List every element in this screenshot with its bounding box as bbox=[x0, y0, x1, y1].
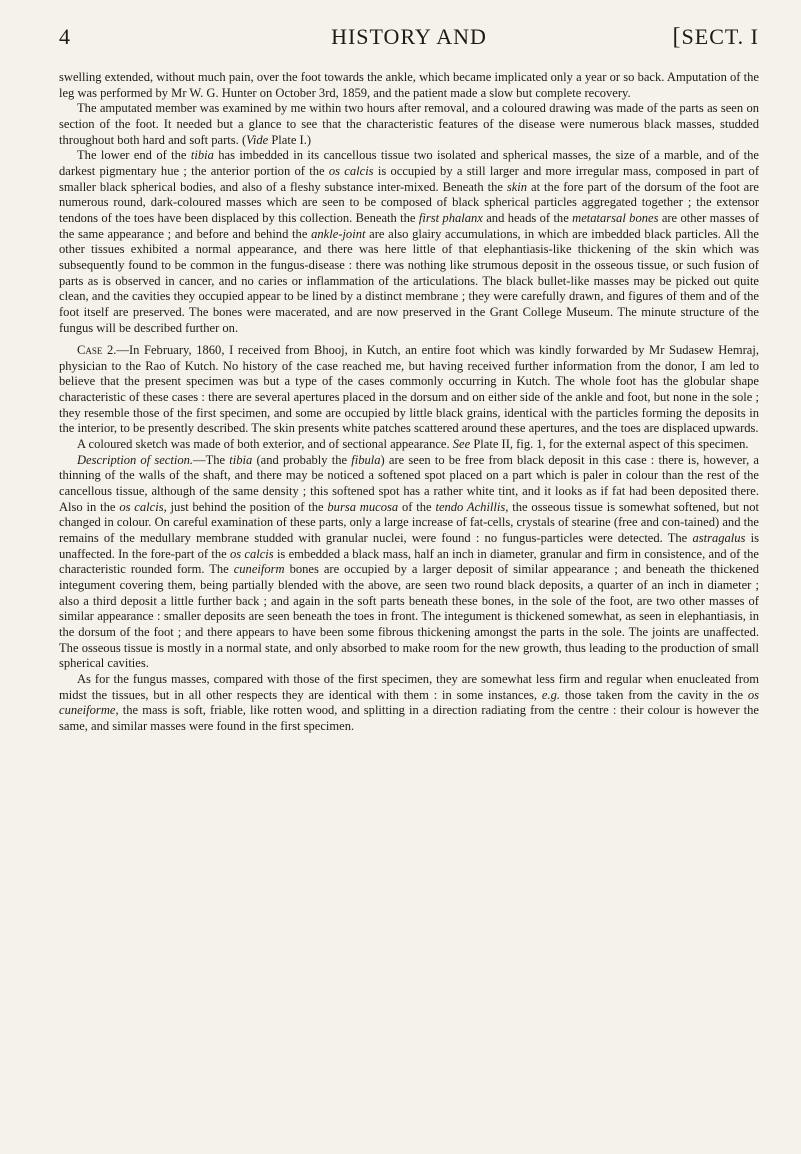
text-run: —The bbox=[193, 452, 230, 467]
paragraph-7 bbox=[59, 672, 759, 735]
paragraph-case-2 bbox=[59, 343, 759, 437]
text-run: Plate II, fig. 1, for the external aspect of this specimen. bbox=[470, 437, 749, 452]
text-run: The amputated member was examined by me within two hours after removal, and a coloured drawing was made of the parts as seen on section of the foot. It needed but a glance to see that the characteristic features of the disease were numerous black masses, studded throughout both hard and soft parts. ( bbox=[59, 101, 759, 147]
text-run: bones are occupied by a larger deposit of similar appearance ; and beneath the thickened integument covering them, being partially blended with the above, are seen two round black deposits, a quarter of an inch in diameter ; also a third deposit a little further back ; and again in the soft parts beneath these bones, in the sole of the foot, are two other masses of similar appearance : smaller deposits are seen beneath the toes in front. The integument is thickened somewhat, as seen in elephantiasis, in the dorsum of the foot ; and there appears to have been some fibrous thickening amongst the parts in the sole. The joints are unaffected. The osseous tissue is mostly in a normal state, and only absorbed to make room for the new growth, thus leading to the production of small spherical cavities. bbox=[59, 562, 759, 671]
italic-term: Description of section. bbox=[77, 452, 194, 467]
running-title: HISTORY AND bbox=[331, 24, 487, 49]
text-run: As for the fungus masses, compared with those of the first specimen, they are somewhat less firm and regular when enucleated from midst the tissues, but in all other respects they are identical with them : in some instances, bbox=[59, 671, 759, 702]
text-run: Plate I.) bbox=[268, 132, 312, 147]
body-text bbox=[59, 70, 759, 735]
paragraph-5 bbox=[59, 437, 759, 453]
text-run: swelling extended, without much pain, over the foot towards the ankle, which became implicated only a year or so back. Amputation of the leg was performed by Mr W. G. Hunter on October 3rd, 1859, and the patient made a slow but complete recovery. bbox=[59, 70, 759, 100]
text-run: the mass is soft, friable, like rotten wood, and splitting in a direction radiating from the centre : their colour is however the same, and similar masses were found in the first specimen. bbox=[59, 703, 759, 733]
italic-term: fibula bbox=[351, 452, 381, 467]
text-run: and heads of the bbox=[482, 210, 573, 225]
text-run: of the bbox=[398, 499, 436, 514]
italic-term: os calcis bbox=[328, 163, 374, 178]
text-run: A coloured sketch was made of both exterior, and of sectional appearance. bbox=[77, 437, 453, 452]
italic-term: astragalus bbox=[692, 531, 746, 546]
text-run: ) are seen to be free from black deposit in this case : there is, however, a thinning of the walls of the shaft, and there may be noticed a softened spot placed on a part which is paler in colour than the rest of the cancellous tissue, although of the same density ; this softened spot has a rather white tint, and it looks as if fat had been deposited there. Also in the bbox=[59, 452, 759, 514]
italic-term: skin bbox=[506, 179, 528, 194]
section-label: SECT. I bbox=[681, 24, 759, 49]
italic-term: tibia bbox=[190, 148, 214, 163]
section-bracket: [ bbox=[672, 24, 682, 50]
text-run: is occupied by a still larger and more irregular mass, composed in part of smaller black spherical bodies, and also of a fleshy substance inter-mixed. Beneath the bbox=[59, 163, 759, 194]
text-run: are other masses of the same appearance ; and before and behind the bbox=[59, 210, 759, 241]
text-run: those taken from the cavity in the bbox=[560, 687, 748, 702]
italic-term: bursa mucosa bbox=[327, 499, 399, 514]
text-run: the osseous tissue is somewhat softened, but not changed in colour. On careful examination of these parts, only a large increase of fat-cells, crystals of stearine (free and con-tained) and the remains of the medullary membrane studded with granular nuclei, were found : no fungus-particles were detected. The bbox=[59, 499, 760, 546]
paragraph-1 bbox=[59, 70, 759, 101]
italic-term: os cuneiforme, bbox=[59, 687, 760, 718]
text-run: is unaffected. In the fore-part of the bbox=[59, 531, 759, 561]
text-run: just behind the position of the bbox=[166, 499, 328, 514]
case-heading: Case bbox=[77, 343, 103, 358]
text-run: (and probably the bbox=[252, 452, 352, 467]
italic-term: ankle-joint bbox=[311, 226, 366, 241]
italic-term: tendo Achillis, bbox=[435, 499, 509, 514]
text-run: are also glairy accumulations, in which are imbedded black particles. All the other tissues exhibited a normal appearance, and there was here little of that elephantiasis-like thickening of the skin which was subsequently found to be common in the fungus-disease : there was nothing like strumous deposit in the osseous tissue, or such fusion of parts as is observed in cancer, and no caries or inflammation of the articulations. The black bullet-like masses may be picked out quite clean, and the cavities they occupied appear to be lined by a distinct membrane ; they were carefully drawn, and figures of them and of the foot itself are preserved. The bones were macerated, and are now preserved in the Grant College Museum. The minute structure of the fungus will be described further on. bbox=[59, 226, 759, 335]
text-run: at the fore part of the dorsum of the foot are numerous round, dark-coloured masses which are seen to be composed of black spherical particles aggregated together ; the extensor tendons of the toes have been displaced by this collection. Beneath the bbox=[59, 179, 759, 225]
italic-term: tibia bbox=[229, 452, 253, 467]
text-run: The lower end of the bbox=[77, 148, 191, 163]
italic-term: first phalanx bbox=[418, 210, 483, 225]
paragraph-2 bbox=[59, 101, 759, 148]
italic-term: os calcis, bbox=[119, 499, 167, 514]
italic-term: Vide bbox=[246, 132, 269, 147]
running-header bbox=[59, 24, 759, 50]
paragraph-3 bbox=[59, 148, 759, 336]
italic-term: e.g. bbox=[541, 687, 561, 702]
italic-term: os calcis bbox=[229, 546, 274, 561]
text-run: 2.—In February, 1860, I received from Bhooj, in Kutch, an entire foot which was kindly forwarded by Mr Sudasew Hemraj, physician to the Rao of Kutch. No history of the case reached me, but having received further information from the donor, I am led to believe that the present specimen was but a type of the cases commonly occurring in Kutch. The whole foot has the globular shape characteristic of these cases : there are several apertures placed in the dorsum and on either side of the ankle and foot, but none in the sole ; they resemble those of the first specimen, and some are occupied by little black grains, identical with the particles forming the deposits in the interior, to be presently described. The skin presents white patches scattered around these apertures, and the toes are displaced upwards. bbox=[59, 343, 759, 436]
section-marker bbox=[673, 24, 759, 51]
italic-term: metatarsal bones bbox=[572, 210, 659, 225]
italic-term: See bbox=[452, 437, 471, 452]
page-number: 4 bbox=[59, 24, 70, 49]
text-run: has imbedded in its cancellous tissue two isolated and spherical masses, the size of a marble, and of the darkest pigmentary hue ; the anterior portion of the bbox=[59, 148, 759, 178]
text-run: is embedded a black mass, half an inch in diameter, granular and firm in consistence, and of the characteristic rounded form. The bbox=[59, 546, 759, 577]
paragraph-description bbox=[59, 453, 759, 672]
italic-term: cuneiform bbox=[233, 562, 285, 577]
